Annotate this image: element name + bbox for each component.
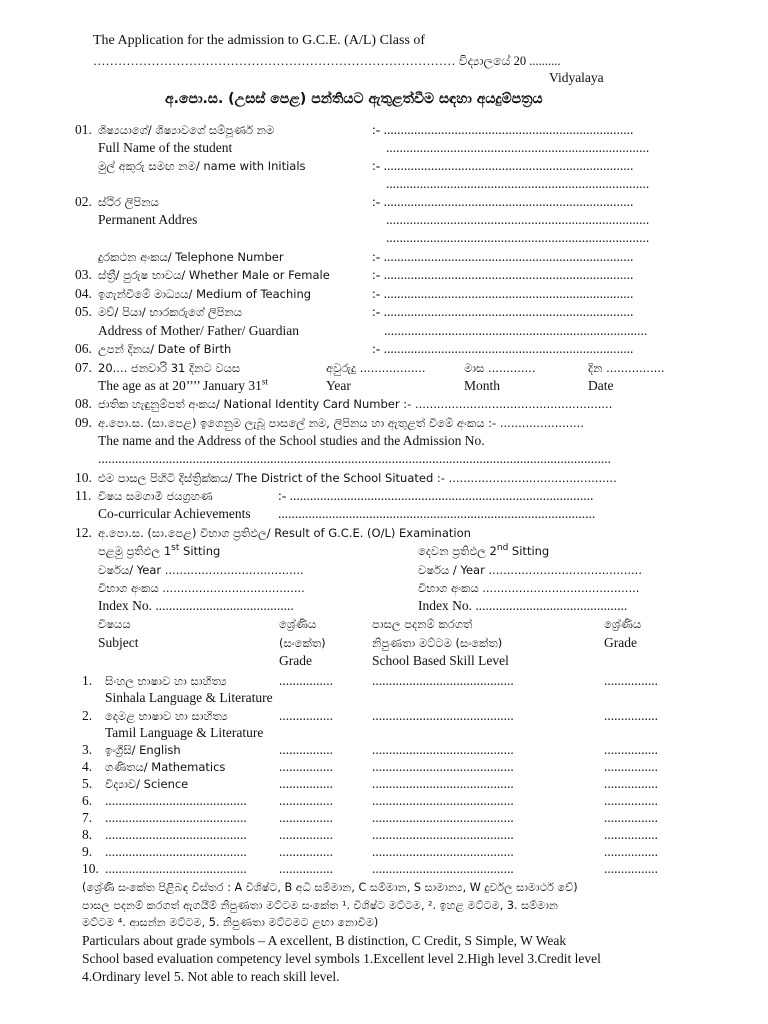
second-exam-number-field[interactable]: විභාග අංකය ........................................... xyxy=(418,581,640,595)
school-name-line: …………………………………………………………………………… විද්‍යාලයේ 20 .......... xyxy=(93,54,561,68)
q09-english-label: The name and the Address of the School studies and the Admission No. xyxy=(98,433,485,448)
skill-field[interactable]: .......................................... xyxy=(372,759,514,774)
skill-header-si-2: නිපුණතා මට්ටම (සංකේත) xyxy=(372,636,503,650)
subject-label: ගණිතය/ Mathematics xyxy=(105,760,226,774)
grade2-header-si: ශ්‍රේණිය xyxy=(604,617,642,631)
q05-guardian-address-field-2[interactable]: .............................................................................. xyxy=(384,323,648,338)
subject-header-si: විෂයය xyxy=(98,617,131,631)
subject-field[interactable]: .......................................... xyxy=(105,844,247,859)
row-number: 10. xyxy=(82,861,99,876)
q08-nic-field[interactable]: ජාතික හැඳුනුම්පත් අංකය/ National Identity Card Number :- ...................................................... xyxy=(98,397,613,411)
second-index-field[interactable]: Index No. ............................................. xyxy=(418,598,628,613)
form-title: The Application for the admission to G.C.E. (A/L) Class of xyxy=(93,33,426,48)
vidyalaya-label: Vidyalaya xyxy=(549,70,604,85)
q07-number: 07. xyxy=(75,360,92,375)
grade-field[interactable]: ................ xyxy=(279,844,333,859)
q01-number: 01. xyxy=(75,122,92,137)
q03-number: 03. xyxy=(75,267,92,282)
grade2-field[interactable]: ................ xyxy=(604,742,658,757)
subject-header-en: Subject xyxy=(98,635,139,650)
grade-header-si-2: (සංකේත) xyxy=(279,636,326,650)
q11-achievements-field-2[interactable]: .............................................................................................. xyxy=(278,506,596,521)
skill-symbols-note-en-2: 4.Ordinary level 5. Not able to reach skill level. xyxy=(82,969,340,984)
q02-number: 02. xyxy=(75,194,92,209)
row-number: 6. xyxy=(82,793,93,808)
q10-district-field[interactable]: එම පාසල පිහිටි දිස්ත්‍රික්කය/ The District of the School Situated :- .............................................. xyxy=(98,471,617,485)
grade2-field[interactable]: ................ xyxy=(604,844,658,859)
q01-initials-label: මුල් අකුරු සමඟ නම/ name with Initials xyxy=(98,159,306,173)
grade2-field[interactable]: ................ xyxy=(604,827,658,842)
grade-field[interactable]: ................ xyxy=(279,673,333,688)
q01-full-name-field[interactable]: :- .......................................................................... xyxy=(372,122,634,137)
grade-symbols-note-si: (ශ්‍රේණි සංකේත පිළිබඳ විස්තර : A විශිෂ්ට, B අධි සම්මාන, C සම්මාන, S සාමාන්‍ය, W දුර්වල සාමාර්ථ වේ) xyxy=(82,881,578,894)
q04-medium-field[interactable]: :- .......................................................................... xyxy=(372,286,634,301)
q07-year-label: Year xyxy=(326,378,351,393)
q02-address-field-2[interactable]: .............................................................................. xyxy=(386,212,650,227)
grade2-field[interactable]: ................ xyxy=(604,810,658,825)
skill-field[interactable]: .......................................... xyxy=(372,776,514,791)
grade2-field[interactable]: ................ xyxy=(604,708,658,723)
grade2-field[interactable]: ................ xyxy=(604,776,658,791)
first-index-field[interactable]: Index No. ......................................... xyxy=(98,598,294,613)
sinhala-form-title: අ.පො.ස. (උසස් පෙළ) පන්තියට ඇතුළත්වීම සඳහා අයදුම්පත්‍රය xyxy=(165,91,543,107)
q07-english-label: The age as at 20’’’’ January 31st xyxy=(98,376,268,393)
grade-header-en: Grade xyxy=(279,653,312,668)
subject-field[interactable]: .......................................... xyxy=(105,810,247,825)
row-number: 9. xyxy=(82,844,93,859)
q05-english-label: Address of Mother/ Father/ Guardian xyxy=(98,323,299,338)
grade2-field[interactable]: ................ xyxy=(604,793,658,808)
first-exam-number-field[interactable]: විභාග අංකය ....................................... xyxy=(98,581,305,595)
subject-label: ඉංග්‍රීසි/ English xyxy=(105,743,181,757)
skill-field[interactable]: .......................................... xyxy=(372,708,514,723)
subject-field[interactable]: .......................................... xyxy=(105,793,247,808)
subject-label: සිංහල භාෂාව හා සාහිත්‍ය xyxy=(105,674,227,688)
q01-initials-field-2[interactable]: .............................................................................. xyxy=(386,176,650,191)
q07-sinhala-label: 20.... ජනවාරි 31 දිනට වයස xyxy=(98,361,241,375)
grade-field[interactable]: ................ xyxy=(279,759,333,774)
q07-days-field[interactable]: දින ................ xyxy=(588,361,665,375)
q01-full-name-field-2[interactable]: .............................................................................. xyxy=(386,140,650,155)
row-number: 1. xyxy=(82,673,93,688)
row-number: 3. xyxy=(82,742,93,757)
q12-label: අ.පො.ස. (සා.පෙළ) විභාග ප්‍රතිඵල/ Result of G.C.E. (O/L) Examination xyxy=(98,526,471,540)
q04-label: ඉගැන්වීමේ මාධ්‍යය/ Medium of Teaching xyxy=(98,287,312,301)
subject-label-en: Sinhala Language & Literature xyxy=(105,690,273,705)
row-number: 8. xyxy=(82,827,93,842)
q10-number: 10. xyxy=(75,470,92,485)
grade-field[interactable]: ................ xyxy=(279,793,333,808)
first-sitting-label: පළමු ප්‍රතිඵල 1st Sitting xyxy=(98,543,221,558)
q06-label: උපන් දිනය/ Date of Birth xyxy=(98,342,232,356)
q02-telephone-field[interactable]: :- .......................................................................... xyxy=(372,249,634,264)
q02-english-label: Permanent Addres xyxy=(98,212,198,227)
q01-english-label: Full Name of the student xyxy=(98,140,233,155)
grade2-field[interactable]: ................ xyxy=(604,861,658,876)
subject-field[interactable]: .......................................... xyxy=(105,861,247,876)
grade-symbols-note-en: Particulars about grade symbols – A excellent, B distinction, C Credit, S Simple, W Weak xyxy=(82,933,567,948)
q02-sinhala-label: ස්ථිර ලිපිනය xyxy=(98,195,159,209)
skill-field[interactable]: .......................................... xyxy=(372,810,514,825)
grade-field[interactable]: ................ xyxy=(279,827,333,842)
subject-label: විද්‍යාව/ Science xyxy=(105,777,189,791)
q09-school-field[interactable]: ........................................................................................................................................................ xyxy=(98,451,611,466)
q05-sinhala-label: මව්/ පියා/ භාරකරුගේ ලිපිනය xyxy=(98,305,243,319)
subject-label: දෙමළ භාෂාව හා සාහිත්‍ය xyxy=(105,709,228,723)
q05-guardian-address-field[interactable]: :- .......................................................................... xyxy=(372,304,634,319)
grade-field[interactable]: ................ xyxy=(279,742,333,757)
q07-years-field[interactable]: අවුරුදු .................. xyxy=(326,361,426,375)
skill-field[interactable]: .......................................... xyxy=(372,673,514,688)
row-number: 4. xyxy=(82,759,93,774)
q06-dob-field[interactable]: :- .......................................................................... xyxy=(372,341,634,356)
q09-sinhala-field[interactable]: අ.පො.ස. (සා.පෙළ) ඉගෙනුම ලැබූ පාසලේ නම, ලිපිනය හා ඇතුළත් වීමේ අංකය :- ....................... xyxy=(98,416,584,430)
q11-english-label: Co-curricular Achievements xyxy=(98,506,251,521)
skill-field[interactable]: .......................................... xyxy=(372,742,514,757)
grade2-header-en: Grade xyxy=(604,635,637,650)
q11-number: 11. xyxy=(75,488,92,503)
grade-header-si: ශ්‍රේණිය xyxy=(279,617,317,631)
q01-sinhala-label: ශිෂ්‍යයාගේ/ ශිෂ්‍යාවගේ සම්පූර්ණ නම xyxy=(98,123,275,137)
grade-field[interactable]: ................ xyxy=(279,708,333,723)
row-number: 5. xyxy=(82,776,93,791)
q08-number: 08. xyxy=(75,396,92,411)
q07-month-label: Month xyxy=(464,378,501,393)
skill-symbols-note-si: පාසල පදනම් කරගත් ඇගයීම් නිපුණතා මට්ටම සංකේත ¹. විශිෂ්ට මට්ටම, ². ඉහළ මට්ටම, 3. සම්මාන xyxy=(82,899,558,912)
skill-field[interactable]: .......................................... xyxy=(372,793,514,808)
skill-symbols-note-si-2: මට්ටම ⁴. ආසන්න මට්ටම, 5. නිපුණතා මට්ටමට ළඟා නොවීම) xyxy=(82,916,379,929)
q05-number: 05. xyxy=(75,304,92,319)
grade-field[interactable]: ................ xyxy=(279,776,333,791)
row-number: 2. xyxy=(82,708,93,723)
q12-number: 12. xyxy=(75,525,92,540)
q11-sinhala-label: විෂය සමගාමී ජයග්‍රහණ xyxy=(98,489,213,503)
grade2-field[interactable]: ................ xyxy=(604,673,658,688)
skill-field[interactable]: .......................................... xyxy=(372,827,514,842)
second-sitting-label: දෙවන ප්‍රතිඵල 2nd Sitting xyxy=(418,543,550,558)
q02-telephone-label: දුරකථන අංකය/ Telephone Number xyxy=(98,250,284,264)
q11-achievements-field[interactable]: :- .......................................................................................... xyxy=(278,488,594,503)
subject-field[interactable]: .......................................... xyxy=(105,827,247,842)
grade2-field[interactable]: ................ xyxy=(604,759,658,774)
skill-field[interactable]: .......................................... xyxy=(372,861,514,876)
q06-number: 06. xyxy=(75,341,92,356)
q01-initials-field[interactable]: :- .......................................................................... xyxy=(372,158,634,173)
skill-symbols-note-en: School based evaluation competency level symbols 1.Excellent level 2.High level 3.Credit level xyxy=(82,951,601,966)
q07-date-label: Date xyxy=(588,378,614,393)
grade-field[interactable]: ................ xyxy=(279,810,333,825)
q07-months-field[interactable]: මාස ............. xyxy=(464,361,536,375)
q02-address-field-3[interactable]: .............................................................................. xyxy=(386,230,650,245)
grade-field[interactable]: ................ xyxy=(279,861,333,876)
q02-address-field[interactable]: :- .......................................................................... xyxy=(372,194,634,209)
skill-header-si: පාසල පදනම් කරගත් xyxy=(372,617,473,631)
q04-number: 04. xyxy=(75,286,92,301)
skill-header-en: School Based Skill Level xyxy=(372,653,509,668)
second-year-field[interactable]: වර්ෂය / Year .......................................... xyxy=(418,563,642,577)
q03-label: ස්ත්‍රී/ පුරුෂ භාවය/ Whether Male or Female xyxy=(98,268,330,282)
first-year-field[interactable]: වර්ෂය/ Year ...................................... xyxy=(98,563,304,577)
q09-number: 09. xyxy=(75,415,92,430)
row-number: 7. xyxy=(82,810,93,825)
q03-gender-field[interactable]: :- .......................................................................... xyxy=(372,267,634,282)
skill-field[interactable]: .......................................... xyxy=(372,844,514,859)
subject-label-en: Tamil Language & Literature xyxy=(105,725,264,740)
